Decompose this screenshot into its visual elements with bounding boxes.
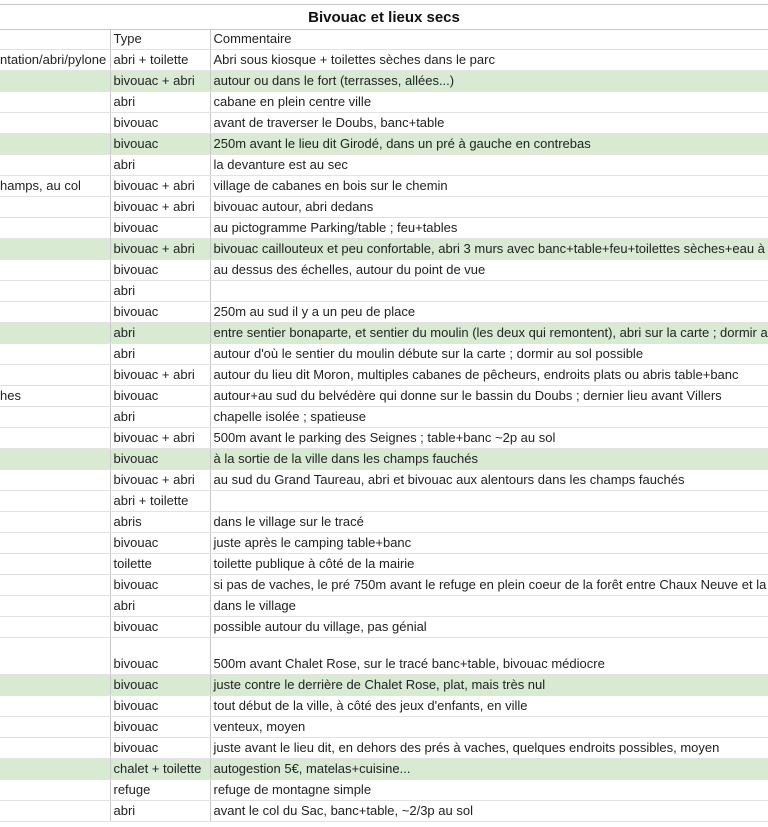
table-row [0, 596, 768, 617]
cell-location[interactable] [0, 428, 110, 449]
cell-comment[interactable]: juste avant le lieu dit, en dehors des prés à vaches, quelques endroits possibles, moyen [210, 738, 768, 759]
cell-location[interactable] [0, 717, 110, 738]
cell-comment[interactable]: chapelle isolée ; spatieuse [210, 407, 768, 428]
cell-location[interactable] [0, 365, 110, 386]
cell-type[interactable]: abri + toilette [110, 50, 210, 71]
cell-type[interactable]: abri [110, 323, 210, 344]
cell-type[interactable]: bivouac + abri [110, 239, 210, 260]
cell-location[interactable] [0, 554, 110, 575]
cell-type[interactable]: bivouac + abri [110, 176, 210, 197]
table-row [0, 617, 768, 638]
cell-comment[interactable]: 500m avant Chalet Rose, sur le tracé banc+table, bivouac médiocre [210, 638, 768, 675]
cell-location[interactable] [0, 470, 110, 491]
cell-type[interactable]: bivouac [110, 638, 210, 675]
cell-type[interactable]: bivouac [110, 675, 210, 696]
cell-comment[interactable] [210, 491, 768, 512]
table-row [0, 197, 768, 218]
cell-type[interactable]: bivouac + abri [110, 428, 210, 449]
cell-type[interactable]: abri [110, 407, 210, 428]
cell-comment[interactable]: juste après le camping table+banc [210, 533, 768, 554]
cell-comment[interactable]: village de cabanes en bois sur le chemin [210, 176, 768, 197]
cell-type[interactable]: bivouac + abri [110, 71, 210, 92]
cell-comment[interactable]: bivouac autour, abri dedans [210, 197, 768, 218]
cell-location[interactable]: ntation/abri/pylone [0, 50, 110, 71]
sheet-title: Bivouac et lieux secs [308, 8, 460, 26]
cell-type[interactable]: bivouac [110, 575, 210, 596]
table-row [0, 491, 768, 512]
cell-type[interactable]: bivouac [110, 533, 210, 554]
cell-type[interactable]: abri [110, 281, 210, 302]
cell-type[interactable]: toilette [110, 554, 210, 575]
cell-comment[interactable]: juste contre le derrière de Chalet Rose, plat, mais très nul [210, 675, 768, 696]
table-row [0, 302, 768, 323]
table-row [0, 738, 768, 759]
cell-comment[interactable]: à la sortie de la ville dans les champs fauchés [210, 449, 768, 470]
table-row [0, 239, 768, 260]
cell-comment[interactable]: 500m avant le parking des Seignes ; table+banc ~2p au sol [210, 428, 768, 449]
cell-location[interactable] [0, 638, 110, 675]
cell-comment[interactable]: avant le col du Sac, banc+table, ~2/3p au sol [210, 801, 768, 822]
cell-comment[interactable]: dans le village sur le tracé [210, 512, 768, 533]
table-row [0, 470, 768, 491]
cell-type[interactable]: bivouac [110, 113, 210, 134]
table-row [0, 575, 768, 596]
cell-location[interactable] [0, 281, 110, 302]
cell-type[interactable]: bivouac [110, 696, 210, 717]
table-row [0, 92, 768, 113]
cell-comment[interactable]: Abri sous kiosque + toilettes sèches dans le parc [210, 50, 768, 71]
header-cell-location[interactable] [0, 29, 110, 50]
cell-comment[interactable]: 250m avant le lieu dit Girodé, dans un pré à gauche en contrebas [210, 134, 768, 155]
cell-type[interactable]: bivouac [110, 218, 210, 239]
cell-comment[interactable]: refuge de montagne simple [210, 780, 768, 801]
cell-comment[interactable]: autour ou dans le fort (terrasses, allées...) [210, 71, 768, 92]
table-row [0, 801, 768, 822]
cell-location[interactable] [0, 696, 110, 717]
cell-comment[interactable]: autour+au sud du belvédère qui donne sur le bassin du Doubs ; dernier lieu avant Villers [210, 386, 768, 407]
cell-comment[interactable]: entre sentier bonaparte, et sentier du moulin (les deux qui remontent), abri sur la carte ; dormir a [210, 323, 768, 344]
cell-location[interactable] [0, 512, 110, 533]
table-row [0, 155, 768, 176]
cell-type[interactable]: bivouac [110, 302, 210, 323]
cell-type[interactable]: abris [110, 512, 210, 533]
cell-comment[interactable]: tout début de la ville, à côté des jeux d'enfants, en ville [210, 696, 768, 717]
cell-location[interactable] [0, 407, 110, 428]
cell-location[interactable] [0, 239, 110, 260]
cell-type[interactable]: abri [110, 596, 210, 617]
cell-location[interactable] [0, 780, 110, 801]
cell-type[interactable]: refuge [110, 780, 210, 801]
cell-location[interactable] [0, 596, 110, 617]
data-table [0, 29, 768, 822]
table-row [0, 407, 768, 428]
header-row [0, 29, 768, 50]
cell-location[interactable]: hes [0, 386, 110, 407]
cell-comment[interactable]: bivouac caillouteux et peu confortable, abri 3 murs avec banc+table+feu+toilettes sèches+eau à [210, 239, 768, 260]
cell-type[interactable]: bivouac [110, 738, 210, 759]
table-row [0, 365, 768, 386]
cell-type[interactable]: abri [110, 155, 210, 176]
table-row [0, 428, 768, 449]
cell-comment[interactable]: autour du lieu dit Moron, multiples cabanes de pêcheurs, endroits plats ou abris table+banc [210, 365, 768, 386]
cell-location[interactable] [0, 759, 110, 780]
table-row [0, 50, 768, 71]
cell-location[interactable]: hamps, au col [0, 176, 110, 197]
cell-type[interactable]: bivouac [110, 386, 210, 407]
table-row [0, 344, 768, 365]
cell-type[interactable]: bivouac + abri [110, 470, 210, 491]
cell-location[interactable] [0, 533, 110, 554]
cell-comment[interactable]: possible autour du village, pas génial [210, 617, 768, 638]
table-row [0, 554, 768, 575]
table-row [0, 533, 768, 554]
cell-location[interactable] [0, 344, 110, 365]
table-row [0, 260, 768, 281]
cell-location[interactable] [0, 134, 110, 155]
cell-comment[interactable]: autour d'où le sentier du moulin débute sur la carte ; dormir au sol possible [210, 344, 768, 365]
table-row [0, 71, 768, 92]
cell-type[interactable]: bivouac + abri [110, 365, 210, 386]
cell-comment[interactable]: 250m au sud il y a un peu de place [210, 302, 768, 323]
cell-location[interactable] [0, 675, 110, 696]
table-row [0, 176, 768, 197]
cell-comment[interactable]: toilette publique à côté de la mairie [210, 554, 768, 575]
cell-comment[interactable]: dans le village [210, 596, 768, 617]
table-row [0, 386, 768, 407]
cell-location[interactable] [0, 449, 110, 470]
cell-location[interactable] [0, 155, 110, 176]
table-row [0, 717, 768, 738]
cell-type[interactable]: abri + toilette [110, 491, 210, 512]
cell-comment[interactable]: au dessus des échelles, autour du point de vue [210, 260, 768, 281]
cell-comment[interactable]: venteux, moyen [210, 717, 768, 738]
sheet-title-cell[interactable] [0, 4, 768, 30]
table-row [0, 134, 768, 155]
cell-type[interactable]: bivouac [110, 617, 210, 638]
cell-comment[interactable]: si pas de vaches, le pré 750m avant le refuge en plein coeur de la forêt entre Chaux Neuve et la [210, 575, 768, 596]
cell-type[interactable]: bivouac [110, 260, 210, 281]
cell-location[interactable] [0, 738, 110, 759]
cell-comment[interactable]: avant de traverser le Doubs, banc+table [210, 113, 768, 134]
cell-type[interactable]: abri [110, 801, 210, 822]
cell-location[interactable] [0, 71, 110, 92]
cell-comment[interactable]: la devanture est au sec [210, 155, 768, 176]
cell-location[interactable] [0, 197, 110, 218]
cell-location[interactable] [0, 113, 110, 134]
table-row [0, 512, 768, 533]
cell-type[interactable]: bivouac [110, 134, 210, 155]
cell-location[interactable] [0, 323, 110, 344]
table-row [0, 323, 768, 344]
header-cell-type[interactable]: Type [110, 29, 210, 50]
cell-type[interactable]: chalet + toilette [110, 759, 210, 780]
table-row [0, 675, 768, 696]
header-cell-comment[interactable]: Commentaire [210, 29, 768, 50]
table-row [0, 638, 768, 675]
cell-location[interactable] [0, 302, 110, 323]
cell-location[interactable] [0, 575, 110, 596]
table-row [0, 696, 768, 717]
cell-location[interactable] [0, 491, 110, 512]
table-row [0, 113, 768, 134]
table-row [0, 759, 768, 780]
cell-location[interactable] [0, 260, 110, 281]
cell-type[interactable]: abri [110, 344, 210, 365]
cell-location[interactable] [0, 801, 110, 822]
cell-location[interactable] [0, 617, 110, 638]
cell-comment[interactable]: au pictogramme Parking/table ; feu+tables [210, 218, 768, 239]
cell-comment[interactable] [210, 281, 768, 302]
table-row [0, 218, 768, 239]
cell-type[interactable]: abri [110, 92, 210, 113]
table-row [0, 449, 768, 470]
cell-comment[interactable]: au sud du Grand Taureau, abri et bivouac aux alentours dans les champs fauchés [210, 470, 768, 491]
cell-location[interactable] [0, 92, 110, 113]
cell-type[interactable]: bivouac + abri [110, 197, 210, 218]
cell-comment[interactable]: cabane en plein centre ville [210, 92, 768, 113]
cell-type[interactable]: bivouac [110, 717, 210, 738]
cell-location[interactable] [0, 218, 110, 239]
table-row [0, 281, 768, 302]
cell-type[interactable]: bivouac [110, 449, 210, 470]
cell-comment[interactable]: autogestion 5€, matelas+cuisine... [210, 759, 768, 780]
table-row [0, 780, 768, 801]
